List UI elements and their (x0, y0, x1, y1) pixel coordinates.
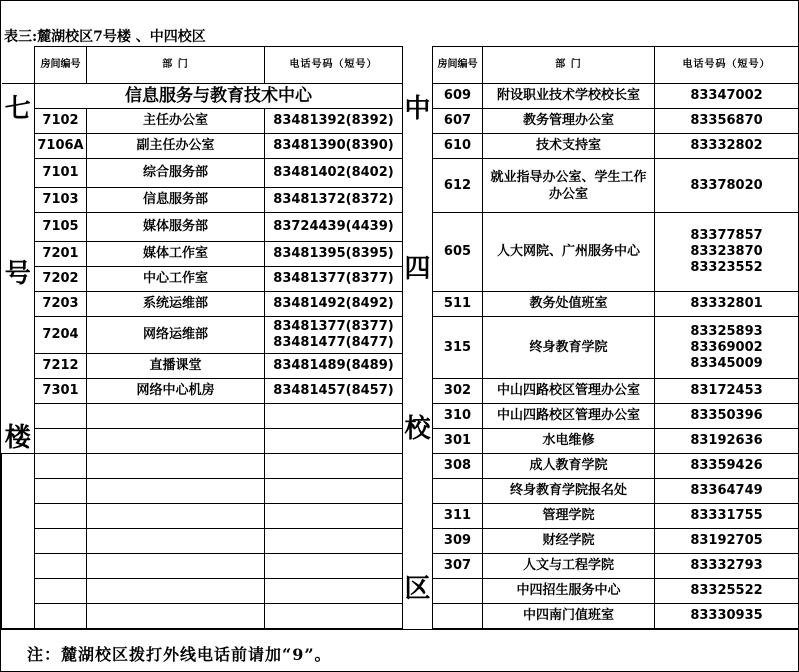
department-name: 终身教育学院 (483, 317, 655, 379)
table-title: 表三:麓湖校区7号楼 、中四校区 (4, 29, 206, 45)
phone-number: 83481377(8377) (273, 271, 394, 286)
phone-number: 83481392(8392) (273, 113, 394, 128)
empty-cell (35, 504, 87, 529)
table-row (2, 579, 799, 604)
empty-cell (87, 554, 265, 579)
department-name: 技术支持室 (483, 134, 655, 159)
phone-number: 83481489(8489) (273, 358, 394, 373)
empty-cell (87, 604, 265, 629)
phone-cell (655, 454, 799, 479)
table-row (2, 134, 799, 159)
phone-cell (655, 479, 799, 504)
phone-number: 83347002 (690, 88, 763, 103)
department-name: 附设职业技术学校校长室 (483, 84, 655, 109)
empty-cell (35, 604, 87, 629)
phone-cell (655, 134, 799, 159)
empty-cell (265, 579, 403, 604)
phone-cell (265, 317, 403, 354)
phone-number: 83325893 (690, 323, 763, 339)
phone-number: 83481457(8457) (273, 383, 394, 398)
phone-cell (655, 504, 799, 529)
phone-number: 83192705 (690, 533, 763, 548)
table-row (2, 529, 799, 554)
department-name: 副主任办公室 (87, 134, 265, 159)
empty-cell (265, 454, 403, 479)
phone-cell (655, 213, 799, 292)
department-name: 直播课堂 (87, 354, 265, 379)
department-name: 教务管理办公室 (483, 109, 655, 134)
phone-cell (655, 292, 799, 317)
building-char: 楼 (4, 423, 31, 453)
table-row (2, 554, 799, 579)
phone-cell (265, 379, 403, 404)
room-number: 301 (433, 429, 483, 454)
room-number: 302 (433, 379, 483, 404)
phone-cell (265, 159, 403, 188)
department-name: 终身教育学院报名处 (483, 479, 655, 504)
phone-number: 83323870 (690, 244, 763, 259)
department-name: 财经学院 (483, 529, 655, 554)
room-number (433, 604, 483, 629)
phone-number: 83332801 (690, 296, 763, 311)
phone-cell (265, 134, 403, 159)
department-name: 教务处值班室 (483, 292, 655, 317)
empty-cell (87, 454, 265, 479)
empty-cell (265, 429, 403, 454)
room-number: 311 (433, 504, 483, 529)
empty-cell (265, 604, 403, 629)
room-number: 605 (433, 213, 483, 292)
phone-number: 83325522 (690, 583, 763, 598)
phone-cell (265, 292, 403, 317)
room-number: 7105 (35, 213, 87, 242)
phone-cell (655, 109, 799, 134)
phone-number: 83323552 (690, 260, 763, 275)
table-row (2, 84, 799, 109)
department-name: 就业指导办公室、学生工作办公室 (483, 159, 655, 213)
department-name: 中山四路校区管理办公室 (483, 379, 655, 404)
phone-cell (655, 529, 799, 554)
empty-cell (87, 404, 265, 429)
room-number (433, 479, 483, 504)
table-row (2, 429, 799, 454)
table-row (2, 379, 799, 404)
department-name: 人大网院、广州服务中心 (483, 213, 655, 292)
phone-number: 83345009 (690, 355, 763, 371)
table-row (2, 317, 799, 321)
department-name: 成人教育学院 (483, 454, 655, 479)
phone-number: 83172453 (690, 383, 763, 398)
header-blank-right (403, 47, 433, 84)
phone-number: 83364749 (690, 483, 763, 498)
phone-cell (265, 109, 403, 134)
empty-cell (87, 504, 265, 529)
empty-cell (87, 579, 265, 604)
empty-cell (265, 404, 403, 429)
building-char: 七 (4, 94, 31, 124)
building-char: 四 (404, 253, 431, 284)
department-name: 中四南门值班室 (483, 604, 655, 629)
department-name: 网络中心机房 (87, 379, 265, 404)
phone-number: 83481402(8402) (273, 165, 394, 180)
empty-cell (87, 429, 265, 454)
phone-number: 83481377(8377) (273, 319, 394, 334)
table-row (2, 109, 799, 134)
empty-cell (35, 429, 87, 454)
room-number: 609 (433, 84, 483, 109)
room-number: 7101 (35, 159, 87, 188)
department-name: 媒体服务部 (87, 213, 265, 242)
table-row (2, 213, 799, 242)
phone-cell (655, 604, 799, 629)
phone-number: 83481492(8492) (273, 296, 394, 311)
phone-number: 83377857 (690, 228, 763, 243)
footer-note (1, 629, 798, 671)
building-label-zhongsi-campus (403, 84, 433, 629)
room-number: 7102 (35, 109, 87, 134)
footer-text: 注：麓湖校区拨打外线电话前请加“9”。 (27, 645, 332, 664)
room-number: 7106A (35, 134, 87, 159)
room-number: 607 (433, 109, 483, 134)
header-dept-left: 部 门 (87, 47, 265, 84)
department-name: 人文与工程学院 (483, 554, 655, 579)
room-number: 7103 (35, 188, 87, 213)
header-phone-right: 电话号码（短号） (655, 47, 799, 84)
header-dept-right: 部 门 (483, 47, 655, 84)
phone-number: 83481395(8395) (273, 246, 394, 261)
header-row (2, 47, 799, 84)
phone-number: 83332793 (690, 558, 763, 573)
phone-number: 83192636 (690, 433, 763, 448)
phone-cell (655, 554, 799, 579)
room-number (433, 579, 483, 604)
room-number: 309 (433, 529, 483, 554)
building-char: 校 (404, 413, 431, 444)
phone-cell (655, 579, 799, 604)
table-row (2, 479, 799, 504)
room-number: 310 (433, 404, 483, 429)
phone-cell (655, 379, 799, 404)
table-row (2, 454, 799, 479)
phone-number: 83359426 (690, 458, 763, 473)
room-number: 7204 (35, 317, 87, 354)
department-name: 水电维修 (483, 429, 655, 454)
room-number: 7201 (35, 242, 87, 267)
phone-cell (265, 188, 403, 213)
phone-cell (655, 429, 799, 454)
empty-cell (265, 479, 403, 504)
empty-cell (35, 404, 87, 429)
department-name: 媒体工作室 (87, 242, 265, 267)
phone-number: 83330935 (690, 608, 763, 623)
room-number: 7202 (35, 267, 87, 292)
room-number: 7203 (35, 292, 87, 317)
phone-number: 83481372(8372) (273, 192, 394, 207)
phone-number: 83378020 (690, 177, 763, 193)
room-number: 610 (433, 134, 483, 159)
phone-cell (655, 159, 799, 213)
room-number: 307 (433, 554, 483, 579)
room-number: 7301 (35, 379, 87, 404)
phone-number: 83369002 (690, 339, 763, 355)
room-number: 308 (433, 454, 483, 479)
room-number: 612 (433, 159, 483, 213)
empty-cell (35, 554, 87, 579)
department-name: 中山四路校区管理办公室 (483, 404, 655, 429)
department-name: 管理学院 (483, 504, 655, 529)
department-name: 网络运维部 (87, 317, 265, 354)
table-row (2, 504, 799, 529)
header-phone-left: 电话号码（短号） (265, 47, 403, 84)
phone-cell (265, 213, 403, 242)
table-row (2, 159, 799, 188)
room-number: 315 (433, 317, 483, 379)
phone-number: 83332802 (690, 138, 763, 153)
department-name: 中心工作室 (87, 267, 265, 292)
blank-building-cell (2, 454, 35, 629)
building-char: 中 (404, 93, 431, 124)
table-row (2, 604, 799, 629)
empty-cell (35, 529, 87, 554)
empty-cell (35, 454, 87, 479)
header-room-right: 房间编号 (433, 47, 483, 84)
room-number: 511 (433, 292, 483, 317)
building-char: 区 (404, 573, 431, 604)
empty-cell (265, 504, 403, 529)
department-name: 系统运维部 (87, 292, 265, 317)
building-label-seven-building (2, 84, 35, 454)
department-name: 信息服务部 (87, 188, 265, 213)
phone-cell (265, 267, 403, 292)
department-name: 综合服务部 (87, 159, 265, 188)
department-name: 中四招生服务中心 (483, 579, 655, 604)
phone-number: 83481390(8390) (273, 138, 394, 153)
empty-cell (265, 529, 403, 554)
table-row (2, 404, 799, 429)
phone-cell (655, 404, 799, 429)
phone-number: 83481477(8477) (273, 335, 394, 350)
header-room-left: 房间编号 (35, 47, 87, 84)
directory-table (1, 46, 799, 629)
phone-number: 83724439(4439) (273, 219, 394, 234)
section-title: 信息服务与教育技术中心 (35, 84, 403, 109)
phone-cell (265, 242, 403, 267)
empty-cell (87, 529, 265, 554)
header-blank-left (2, 47, 35, 84)
department-name: 主任办公室 (87, 109, 265, 134)
phone-cell (265, 354, 403, 379)
empty-cell (35, 579, 87, 604)
phone-number: 83356870 (690, 113, 763, 128)
building-char: 号 (4, 258, 31, 289)
room-number: 7212 (35, 354, 87, 379)
phone-cell (655, 84, 799, 109)
phone-cell (655, 317, 799, 379)
empty-cell (35, 479, 87, 504)
phone-number: 83350396 (690, 408, 763, 423)
empty-cell (87, 479, 265, 504)
empty-cell (265, 554, 403, 579)
phone-number: 83331755 (690, 508, 763, 523)
table-row (2, 292, 799, 317)
